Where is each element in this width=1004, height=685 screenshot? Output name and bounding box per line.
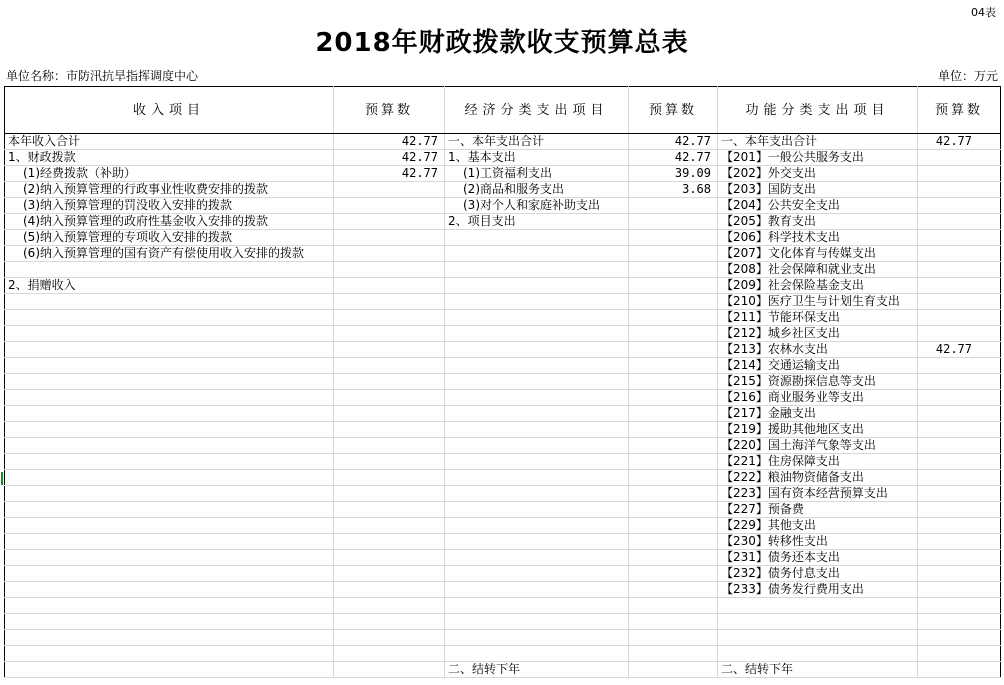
income-amount-cell[interactable] <box>334 358 445 374</box>
income-amount-cell[interactable] <box>334 230 445 246</box>
income-item-cell[interactable] <box>5 374 334 390</box>
table-row <box>5 342 1001 358</box>
func-amount-cell[interactable] <box>918 646 1001 662</box>
econ-item-cell[interactable] <box>445 518 629 534</box>
func-item-cell[interactable] <box>718 646 918 662</box>
income-item-cell[interactable] <box>5 342 334 358</box>
income-item-cell[interactable]: (2)纳入预算管理的行政事业性收费安排的拨款 <box>5 182 334 198</box>
income-item-cell[interactable]: (4)纳入预算管理的政府性基金收入安排的拨款 <box>5 214 334 230</box>
income-item-cell[interactable] <box>5 390 334 406</box>
econ-item-cell[interactable] <box>445 486 629 502</box>
header-econ-amount: 预算数 <box>629 87 718 134</box>
func-amount-cell[interactable] <box>918 502 1001 518</box>
econ-item-cell[interactable]: (3)对个人和家庭补助支出 <box>445 198 629 214</box>
econ-amount-cell[interactable] <box>629 630 718 646</box>
income-amount-cell[interactable] <box>334 326 445 342</box>
econ-item-cell[interactable] <box>445 438 629 454</box>
table-row <box>5 214 1001 230</box>
table-row <box>5 358 1001 374</box>
econ-item-cell[interactable] <box>445 294 629 310</box>
income-amount-cell[interactable] <box>334 614 445 630</box>
income-item-cell[interactable] <box>5 662 334 678</box>
table-row <box>5 294 1001 310</box>
econ-item-cell[interactable]: 一、本年支出合计 <box>445 134 629 150</box>
header-func-amount: 预算数 <box>918 87 1001 134</box>
income-item-cell[interactable] <box>5 646 334 662</box>
func-amount-cell[interactable] <box>918 326 1001 342</box>
income-item-cell[interactable] <box>5 310 334 326</box>
econ-amount-cell[interactable] <box>629 246 718 262</box>
table-row <box>5 534 1001 550</box>
econ-item-cell[interactable] <box>445 534 629 550</box>
func-item-cell[interactable]: 【232】债务付息支出 <box>718 566 918 582</box>
func-item-cell[interactable] <box>718 598 918 614</box>
form-number: 04表 <box>971 6 996 19</box>
econ-amount-cell[interactable] <box>629 566 718 582</box>
income-amount-cell[interactable] <box>334 662 445 678</box>
func-item-cell[interactable]: 【204】公共安全支出 <box>718 198 918 214</box>
econ-item-cell[interactable] <box>445 470 629 486</box>
econ-amount-cell[interactable] <box>629 198 718 214</box>
income-item-cell[interactable]: 本年收入合计 <box>5 134 334 150</box>
func-item-cell[interactable]: 【206】科学技术支出 <box>718 230 918 246</box>
func-item-cell[interactable]: 【222】粮油物资储备支出 <box>718 470 918 486</box>
econ-amount-cell[interactable] <box>629 614 718 630</box>
func-amount-cell[interactable] <box>918 662 1001 678</box>
unit-name-label: 单位名称：市防汛抗旱指挥调度中心 <box>6 69 199 83</box>
income-amount-cell[interactable] <box>334 598 445 614</box>
econ-amount-cell[interactable] <box>629 294 718 310</box>
econ-amount-cell[interactable]: 39.09 <box>629 166 718 182</box>
func-item-cell[interactable]: 【217】金融支出 <box>718 406 918 422</box>
income-amount-cell[interactable] <box>334 534 445 550</box>
income-item-cell[interactable] <box>5 438 334 454</box>
income-amount-cell[interactable] <box>334 470 445 486</box>
cell-cursor-marker <box>1 472 3 485</box>
table-row <box>5 326 1001 342</box>
income-amount-cell[interactable] <box>334 454 445 470</box>
func-item-cell[interactable]: 【215】资源勘探信息等支出 <box>718 374 918 390</box>
income-item-cell[interactable] <box>5 294 334 310</box>
table-row <box>5 230 1001 246</box>
econ-item-cell[interactable] <box>445 422 629 438</box>
table-row <box>5 630 1001 646</box>
table-row <box>5 310 1001 326</box>
econ-amount-cell[interactable] <box>629 454 718 470</box>
econ-item-cell[interactable] <box>445 454 629 470</box>
econ-item-cell[interactable] <box>445 406 629 422</box>
econ-item-cell[interactable] <box>445 614 629 630</box>
func-item-cell[interactable]: 【219】援助其他地区支出 <box>718 422 918 438</box>
func-amount-cell[interactable] <box>918 614 1001 630</box>
income-item-cell[interactable]: (5)纳入预算管理的专项收入安排的拨款 <box>5 230 334 246</box>
income-amount-cell[interactable]: 42.77 <box>334 166 445 182</box>
table-row <box>5 198 1001 214</box>
table-row <box>5 262 1001 278</box>
income-item-cell[interactable] <box>5 358 334 374</box>
income-amount-cell[interactable] <box>334 310 445 326</box>
income-amount-cell[interactable] <box>334 630 445 646</box>
func-amount-cell[interactable] <box>918 198 1001 214</box>
table-row <box>5 646 1001 662</box>
func-item-cell[interactable] <box>718 614 918 630</box>
econ-amount-cell[interactable] <box>629 646 718 662</box>
econ-item-cell[interactable]: 二、结转下年 <box>445 662 629 678</box>
econ-amount-cell[interactable]: 42.77 <box>629 150 718 166</box>
func-amount-cell[interactable] <box>918 390 1001 406</box>
func-amount-cell[interactable]: 42.77 <box>918 134 1001 150</box>
econ-item-cell[interactable] <box>445 566 629 582</box>
income-item-cell[interactable] <box>5 486 334 502</box>
econ-item-cell[interactable] <box>445 550 629 566</box>
econ-amount-cell[interactable]: 42.77 <box>629 134 718 150</box>
econ-item-cell[interactable]: (1)工资福利支出 <box>445 166 629 182</box>
econ-item-cell[interactable]: 2、项目支出 <box>445 214 629 230</box>
income-item-cell[interactable] <box>5 534 334 550</box>
func-amount-cell[interactable] <box>918 454 1001 470</box>
income-item-cell[interactable] <box>5 454 334 470</box>
func-amount-cell[interactable] <box>918 374 1001 390</box>
econ-amount-cell[interactable] <box>629 550 718 566</box>
income-amount-cell[interactable] <box>334 566 445 582</box>
income-item-cell[interactable] <box>5 406 334 422</box>
table-row <box>5 438 1001 454</box>
func-item-cell[interactable]: 【202】外交支出 <box>718 166 918 182</box>
econ-amount-cell[interactable] <box>629 342 718 358</box>
income-amount-cell[interactable] <box>334 406 445 422</box>
func-amount-cell[interactable] <box>918 406 1001 422</box>
econ-item-cell[interactable]: (2)商品和服务支出 <box>445 182 629 198</box>
income-item-cell[interactable]: 2、捐赠收入 <box>5 278 334 294</box>
header-income-amount: 预算数 <box>334 87 445 134</box>
income-amount-cell[interactable] <box>334 214 445 230</box>
func-amount-cell[interactable] <box>918 438 1001 454</box>
econ-item-cell[interactable] <box>445 646 629 662</box>
func-item-cell[interactable]: 【223】国有资本经营预算支出 <box>718 486 918 502</box>
table-row <box>5 422 1001 438</box>
func-item-cell[interactable]: 【212】城乡社区支出 <box>718 326 918 342</box>
func-amount-cell[interactable] <box>918 534 1001 550</box>
table-row <box>5 550 1001 566</box>
income-item-cell[interactable] <box>5 566 334 582</box>
income-amount-cell[interactable] <box>334 422 445 438</box>
func-amount-cell[interactable] <box>918 470 1001 486</box>
income-amount-cell[interactable] <box>334 550 445 566</box>
table-row <box>5 166 1001 182</box>
func-amount-cell[interactable] <box>918 150 1001 166</box>
econ-amount-cell[interactable] <box>629 438 718 454</box>
income-amount-cell[interactable] <box>334 294 445 310</box>
econ-amount-cell[interactable] <box>629 422 718 438</box>
income-item-cell[interactable] <box>5 470 334 486</box>
income-amount-cell[interactable]: 42.77 <box>334 150 445 166</box>
func-amount-cell[interactable] <box>918 518 1001 534</box>
income-item-cell[interactable] <box>5 502 334 518</box>
table-row <box>5 278 1001 294</box>
econ-item-cell[interactable] <box>445 278 629 294</box>
table-row <box>5 470 1001 486</box>
econ-item-cell[interactable] <box>445 326 629 342</box>
econ-amount-cell[interactable] <box>629 214 718 230</box>
income-amount-cell[interactable] <box>334 486 445 502</box>
func-amount-cell[interactable] <box>918 262 1001 278</box>
income-item-cell[interactable] <box>5 326 334 342</box>
econ-amount-cell[interactable] <box>629 278 718 294</box>
econ-amount-cell[interactable] <box>629 662 718 678</box>
table-row <box>5 582 1001 598</box>
table-row <box>5 518 1001 534</box>
econ-amount-cell[interactable] <box>629 310 718 326</box>
income-item-cell[interactable] <box>5 550 334 566</box>
income-item-cell[interactable]: (3)纳入预算管理的罚没收入安排的拨款 <box>5 198 334 214</box>
func-item-cell[interactable]: 【205】教育支出 <box>718 214 918 230</box>
func-amount-cell[interactable] <box>918 230 1001 246</box>
econ-item-cell[interactable] <box>445 390 629 406</box>
func-item-cell[interactable]: 【231】债务还本支出 <box>718 550 918 566</box>
func-amount-cell[interactable] <box>918 358 1001 374</box>
econ-item-cell[interactable] <box>445 630 629 646</box>
table-row <box>5 150 1001 166</box>
table-row <box>5 406 1001 422</box>
table-row <box>5 454 1001 470</box>
budget-table <box>4 86 1001 678</box>
table-row <box>5 182 1001 198</box>
func-item-cell[interactable] <box>718 630 918 646</box>
func-item-cell[interactable]: 【207】文化体育与传媒支出 <box>718 246 918 262</box>
func-amount-cell[interactable] <box>918 278 1001 294</box>
econ-amount-cell[interactable] <box>629 486 718 502</box>
income-item-cell[interactable] <box>5 630 334 646</box>
func-item-cell[interactable]: 【210】医疗卫生与计划生育支出 <box>718 294 918 310</box>
econ-amount-cell[interactable] <box>629 262 718 278</box>
table-row <box>5 614 1001 630</box>
func-item-cell[interactable]: 【229】其他支出 <box>718 518 918 534</box>
func-item-cell[interactable]: 【208】社会保障和就业支出 <box>718 262 918 278</box>
func-item-cell[interactable]: 二、结转下年 <box>718 662 918 678</box>
income-item-cell[interactable] <box>5 422 334 438</box>
econ-amount-cell[interactable] <box>629 470 718 486</box>
func-item-cell[interactable]: 【233】债务发行费用支出 <box>718 582 918 598</box>
header-row <box>5 87 1001 134</box>
income-item-cell[interactable]: (6)纳入预算管理的国有资产有偿使用收入安排的拨款 <box>5 246 334 262</box>
econ-amount-cell[interactable] <box>629 582 718 598</box>
income-amount-cell[interactable] <box>334 182 445 198</box>
func-item-cell[interactable]: 【203】国防支出 <box>718 182 918 198</box>
econ-amount-cell[interactable]: 3.68 <box>629 182 718 198</box>
econ-item-cell[interactable] <box>445 342 629 358</box>
econ-item-cell[interactable] <box>445 374 629 390</box>
func-amount-cell[interactable] <box>918 166 1001 182</box>
income-item-cell[interactable]: (1)经费拨款（补助） <box>5 166 334 182</box>
func-item-cell[interactable]: 【227】预备费 <box>718 502 918 518</box>
func-amount-cell[interactable]: 42.77 <box>918 342 1001 358</box>
page-title: 2018年财政拨款收支预算总表 <box>315 28 689 58</box>
income-amount-cell[interactable] <box>334 374 445 390</box>
table-row <box>5 390 1001 406</box>
econ-amount-cell[interactable] <box>629 534 718 550</box>
income-item-cell[interactable] <box>5 518 334 534</box>
income-amount-cell[interactable] <box>334 390 445 406</box>
income-amount-cell[interactable] <box>334 198 445 214</box>
table-row <box>5 502 1001 518</box>
income-amount-cell[interactable] <box>334 582 445 598</box>
func-amount-cell[interactable] <box>918 182 1001 198</box>
func-item-cell[interactable]: 【214】交通运输支出 <box>718 358 918 374</box>
econ-amount-cell[interactable] <box>629 406 718 422</box>
income-item-cell[interactable]: 1、财政拨款 <box>5 150 334 166</box>
table-row <box>5 486 1001 502</box>
income-item-cell[interactable] <box>5 582 334 598</box>
econ-item-cell[interactable] <box>445 230 629 246</box>
func-item-cell[interactable]: 【211】节能环保支出 <box>718 310 918 326</box>
func-amount-cell[interactable] <box>918 486 1001 502</box>
func-item-cell[interactable]: 【216】商业服务业等支出 <box>718 390 918 406</box>
econ-item-cell[interactable] <box>445 358 629 374</box>
econ-amount-cell[interactable] <box>629 518 718 534</box>
econ-item-cell[interactable]: 1、基本支出 <box>445 150 629 166</box>
func-item-cell[interactable]: 【230】转移性支出 <box>718 534 918 550</box>
func-amount-cell[interactable] <box>918 566 1001 582</box>
econ-amount-cell[interactable] <box>629 374 718 390</box>
econ-item-cell[interactable] <box>445 598 629 614</box>
unit-of-measure-label: 单位：万元 <box>937 69 998 83</box>
econ-amount-cell[interactable] <box>629 390 718 406</box>
func-amount-cell[interactable] <box>918 550 1001 566</box>
income-amount-cell[interactable] <box>334 646 445 662</box>
income-amount-cell[interactable] <box>334 502 445 518</box>
table-row <box>5 598 1001 614</box>
table-row <box>5 134 1001 150</box>
income-amount-cell[interactable] <box>334 278 445 294</box>
func-item-cell[interactable]: 【209】社会保险基金支出 <box>718 278 918 294</box>
func-amount-cell[interactable] <box>918 310 1001 326</box>
func-amount-cell[interactable] <box>918 422 1001 438</box>
func-item-cell[interactable]: 一、本年支出合计 <box>718 134 918 150</box>
header-func-item: 功能分类支出项目 <box>718 87 918 134</box>
econ-item-cell[interactable] <box>445 310 629 326</box>
econ-item-cell[interactable] <box>445 262 629 278</box>
table-row <box>5 566 1001 582</box>
func-amount-cell[interactable] <box>918 294 1001 310</box>
income-amount-cell[interactable]: 42.77 <box>334 134 445 150</box>
func-amount-cell[interactable] <box>918 630 1001 646</box>
table-row <box>5 246 1001 262</box>
header-econ-item: 经济分类支出项目 <box>445 87 629 134</box>
func-amount-cell[interactable] <box>918 598 1001 614</box>
func-amount-cell[interactable] <box>918 582 1001 598</box>
econ-amount-cell[interactable] <box>629 502 718 518</box>
income-item-cell[interactable] <box>5 598 334 614</box>
income-amount-cell[interactable] <box>334 518 445 534</box>
income-item-cell[interactable] <box>5 614 334 630</box>
econ-amount-cell[interactable] <box>629 326 718 342</box>
income-item-cell[interactable] <box>5 262 334 278</box>
income-amount-cell[interactable] <box>334 246 445 262</box>
func-item-cell[interactable]: 【220】国土海洋气象等支出 <box>718 438 918 454</box>
econ-item-cell[interactable] <box>445 502 629 518</box>
func-item-cell[interactable]: 【201】一般公共服务支出 <box>718 150 918 166</box>
func-amount-cell[interactable] <box>918 246 1001 262</box>
econ-amount-cell[interactable] <box>629 598 718 614</box>
income-amount-cell[interactable] <box>334 438 445 454</box>
econ-item-cell[interactable] <box>445 582 629 598</box>
income-amount-cell[interactable] <box>334 262 445 278</box>
econ-item-cell[interactable] <box>445 246 629 262</box>
econ-amount-cell[interactable] <box>629 358 718 374</box>
func-item-cell[interactable]: 【213】农林水支出 <box>718 342 918 358</box>
table-row <box>5 662 1001 678</box>
func-amount-cell[interactable] <box>918 214 1001 230</box>
econ-amount-cell[interactable] <box>629 230 718 246</box>
func-item-cell[interactable]: 【221】住房保障支出 <box>718 454 918 470</box>
header-income-item: 收入项目 <box>5 87 334 134</box>
table-row <box>5 374 1001 390</box>
income-amount-cell[interactable] <box>334 342 445 358</box>
